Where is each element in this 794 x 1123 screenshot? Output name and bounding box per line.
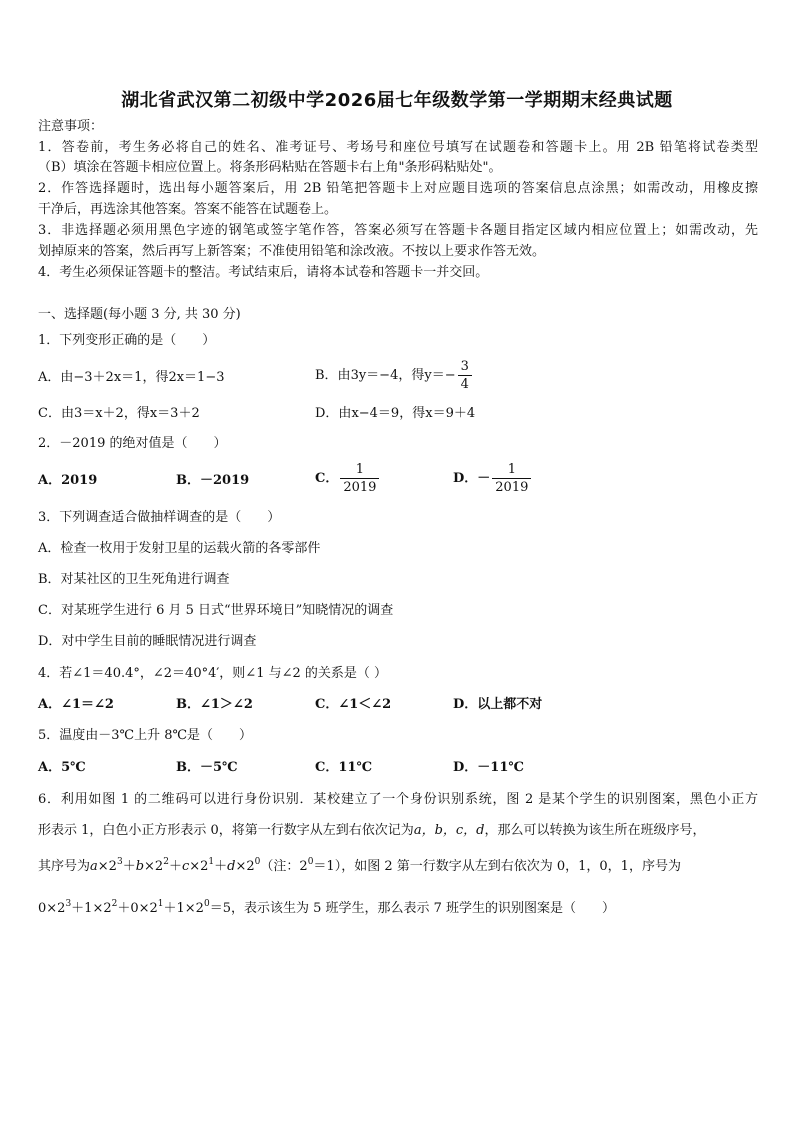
q1-c-label: C．由 bbox=[38, 406, 74, 421]
q5-option-a: A．5℃ bbox=[38, 760, 86, 775]
question-4-stem: 4．若∠1＝40.4°，∠2＝40°4′，则∠1 与∠2 的关系是（ ） bbox=[38, 666, 388, 681]
q5-option-d: D．－11℃ bbox=[453, 760, 524, 775]
q1-d-label: D．由 bbox=[315, 406, 352, 421]
question-6-line-1: 6．利用如图 1 的二维码可以进行身份识别．某校建立了一个身份识别系统，图 2 是某个学生的识别图案，黑色小正方 bbox=[38, 792, 758, 807]
q1-b-denominator: 4 bbox=[458, 375, 472, 393]
q1-a-label: A．由 bbox=[38, 370, 74, 385]
q6-serial-formula: $a\times 2^3+b\times 2^2+c\times 2^1+d\times 2^0$ bbox=[90, 857, 261, 874]
q1-c-eq1: 3＝x＋2 bbox=[73, 406, 124, 421]
question-5-stem: 5．温度由－3℃上升 8℃是（ ） bbox=[38, 728, 253, 743]
question-2-stem: 2．－2019 的绝对值是（ ） bbox=[38, 436, 227, 451]
q4-option-d: D．以上都不对 bbox=[453, 697, 543, 712]
q6-l3-text-a: 其序号为 bbox=[38, 859, 91, 874]
q1-option-c bbox=[38, 405, 200, 423]
q5-option-c: C．11℃ bbox=[315, 760, 373, 775]
notice-item-1b: （B）填涂在答题卡相应位置上。将条形码粘贴在答题卡右上角"条形码粘贴处"。 bbox=[38, 160, 502, 175]
section-heading: 一、选择题(每小题 3 分, 共 30 分) bbox=[38, 307, 241, 322]
q2-d-label: D．－ bbox=[453, 471, 491, 486]
q2-c-fraction bbox=[340, 461, 379, 496]
notice-item-1a: 1．答卷前，考生务必将自己的姓名、准考证号、考场号和座位号填写在试题卷和答题卡上。用 2B 铅笔将试卷类型 bbox=[38, 140, 758, 155]
question-3-stem: 3．下列调查适合做抽样调查的是（ ） bbox=[38, 510, 281, 525]
q1-b-label: B．由 bbox=[315, 368, 351, 383]
q5-option-b: B．－5℃ bbox=[176, 760, 238, 775]
notice-heading: 注意事项： bbox=[38, 119, 104, 134]
q2-option-b: B．－2019 bbox=[176, 473, 250, 488]
q6-l2-text-b: ，那么可以转换为该生所在班级序号， bbox=[484, 823, 706, 838]
q3-option-d: D．对中学生目前的睡眠情况进行调查 bbox=[38, 634, 257, 649]
q2-d-numerator: 1 bbox=[507, 462, 516, 477]
q2-option-c bbox=[315, 461, 381, 496]
notice-item-2a: 2．作答选择题时，选出每小题答案后，用 2B 铅笔把答题卡上对应题目选项的答案信息点涂黑；如需改动，用橡皮擦 bbox=[38, 181, 758, 196]
q4-option-a: A．∠1＝∠2 bbox=[38, 697, 114, 712]
page-title: 湖北省武汉第二初级中学2026届七年级数学第一学期期末经典试题 bbox=[121, 90, 673, 111]
q1-option-b bbox=[315, 358, 474, 393]
q6-l2-text-a: 形表示 1，白色小正方形表示 0，将第一行数字从左到右依次记为 bbox=[38, 823, 414, 838]
q6-l3-text-b: （注： bbox=[260, 859, 300, 874]
question-1-stem: 1．下列变形正确的是（ ） bbox=[38, 333, 216, 348]
q1-b-eq1: 3y＝−4 bbox=[350, 368, 399, 383]
q1-b-numerator: 3 bbox=[460, 359, 469, 374]
q1-c-mid: ，得 bbox=[123, 406, 150, 421]
q1-b-fraction bbox=[458, 358, 472, 393]
question-6-line-4 bbox=[38, 900, 758, 918]
question-6-line-2 bbox=[38, 822, 758, 840]
q1-a-mid: ，得 bbox=[142, 370, 169, 385]
q2-d-denominator: 2019 bbox=[492, 478, 531, 496]
q4-option-c: C．∠1＜∠2 bbox=[315, 697, 392, 712]
notice-item-4: 4．考生必须保证答题卡的整洁。考试结束后，请将本试卷和答题卡一并交回。 bbox=[38, 265, 489, 280]
q1-option-d bbox=[315, 405, 475, 423]
q2-c-denominator: 2019 bbox=[340, 478, 379, 496]
q3-option-b: B．对某社区的卫生死角进行调查 bbox=[38, 572, 230, 587]
q6-l4-text: ，表示该生为 5 班学生，那么表示 7 班学生的识别图案是（ ） bbox=[230, 901, 616, 916]
q1-d-eq1: x−4＝9 bbox=[351, 406, 400, 421]
q3-option-a: A．检查一枚用于发射卫星的运载火箭的各零部件 bbox=[38, 541, 321, 556]
q6-l3-text-c: ），如图 2 第一行数字从左到右依次为 0，1，0，1，序号为 bbox=[334, 859, 681, 874]
q1-option-a bbox=[38, 369, 225, 387]
q1-b-mid: ，得 bbox=[398, 368, 425, 383]
q1-b-eq2: y＝− bbox=[424, 368, 456, 383]
notice-item-3a: 3．非选择题必须用黑色字迹的钢笔或签字笔作答，答案必须写在答题卡各题目指定区域内相应位置上；如需改动，先 bbox=[38, 223, 758, 238]
q2-c-numerator: 1 bbox=[355, 462, 365, 477]
q1-a-eq2: 2x＝1−3 bbox=[168, 370, 225, 385]
q1-a-eq1: −3＋2x＝1 bbox=[73, 370, 143, 385]
q2-d-fraction bbox=[492, 461, 531, 496]
q3-option-c: C．对某班学生进行 6 月 5 日式“世界环境日”知晓情况的调查 bbox=[38, 603, 394, 618]
q2-option-a: A．2019 bbox=[38, 473, 98, 488]
q6-example-formula: $0\times 2^3+1\times 2^2+0\times 2^1+1\times 2^0=5$ bbox=[38, 899, 231, 916]
q6-l2-variables: a，b，c，d bbox=[413, 823, 485, 838]
q2-c-label: C． bbox=[315, 471, 339, 486]
question-6-line-3 bbox=[38, 858, 758, 876]
q4-option-b: B．∠1＞∠2 bbox=[176, 697, 253, 712]
notice-item-3b: 划掉原来的答案，然后再写上新答案；不准使用铅笔和涂改液。不按以上要求作答无效。 bbox=[38, 244, 546, 259]
notice-item-2b: 干净后，再选涂其他答案。答案不能答在试题卷上。 bbox=[38, 202, 338, 217]
q1-c-eq2: x＝3＋2 bbox=[149, 406, 200, 421]
q1-d-eq2: x＝9＋4 bbox=[425, 406, 476, 421]
q2-option-d bbox=[453, 461, 533, 496]
q1-d-mid: ，得 bbox=[399, 406, 426, 421]
q6-note-formula: $2^0=1$ bbox=[299, 857, 335, 874]
